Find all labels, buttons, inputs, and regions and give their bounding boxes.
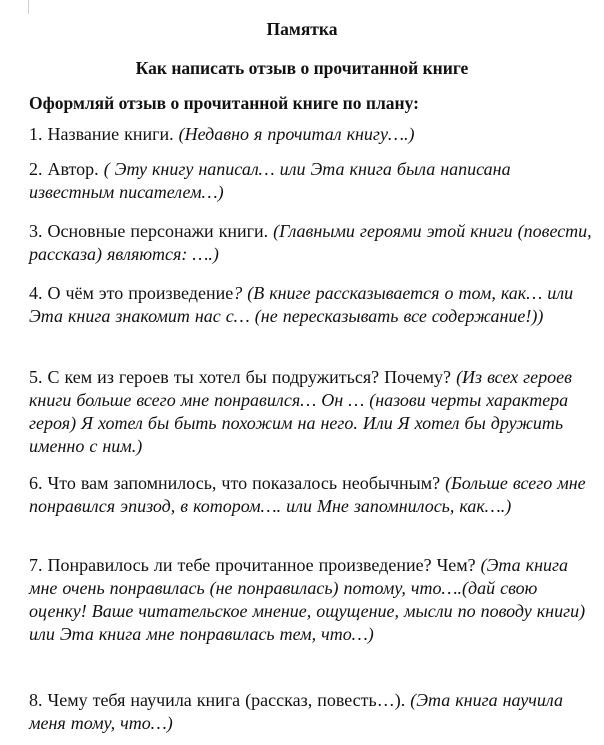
- plan-item-heading: 3. Основные персонажи книги.: [29, 221, 274, 241]
- plan-intro: Оформляй отзыв о прочитанной книге по плану:: [29, 93, 419, 113]
- plan-item-example: (Недавно я прочитал книгу….): [178, 124, 415, 144]
- plan-item-8: [29, 689, 595, 735]
- plan-item-example: (Эта книга мне очень понравилась (не понравилась) потому, что….(дай свою оценку! Ваше читательское мнение, ощущение, мысли по поводу книги) или Эта книга мне понравилась тем, что…): [29, 555, 586, 644]
- page-margin-marker: [28, 0, 29, 14]
- plan-item-heading: 6. Что вам запомнилось, что показалось необычным?: [29, 473, 446, 493]
- plan-item-example: ( Эту книгу написал… или Эта книга была написана известным писателем…): [29, 159, 511, 202]
- plan-item-heading: 5. С кем из героев ты хотел бы подружиться? Почему?: [29, 367, 457, 387]
- plan-item-example: ? (В книге рассказывается о том, как… или Эта книга знакомит нас с… (не пересказывать все содержание!)): [29, 283, 574, 326]
- plan-item-4: [29, 282, 595, 328]
- plan-item-heading: 8. Чему тебя научила книга (рассказ, повесть…).: [29, 690, 411, 710]
- plan-item-example: (Главными героями этой книги (повести, рассказа) являются: ….): [29, 221, 592, 264]
- plan-item-3: [29, 220, 595, 266]
- plan-item-7: [29, 554, 595, 646]
- plan-item-heading: 7. Понравилось ли тебе прочитанное произведение? Чем?: [29, 555, 481, 575]
- plan-item-1: [29, 123, 595, 146]
- plan-item-example: (Эта книга научила меня тому, что…): [29, 690, 563, 733]
- plan-item-5: [29, 366, 595, 458]
- plan-item-example: (Из всех героев книги больше всего мне понравился… Он … (назови черты характера героя) Я хотел бы быть похожим на него. Или Я хотел бы дружить именно с ним.): [29, 367, 572, 456]
- plan-item-heading: 1. Название книги.: [29, 124, 179, 144]
- plan-item-6: [29, 472, 595, 518]
- plan-item-2: [29, 158, 595, 204]
- plan-item-example: (Больше всего мне понравился эпизод, в котором…. или Мне запомнилось, как….): [29, 473, 586, 516]
- plan-item-heading: 4. О чём это произведение: [29, 283, 234, 303]
- document-subtitle: Как написать отзыв о прочитанной книге: [135, 58, 469, 78]
- document-title: Памятка: [266, 19, 338, 39]
- plan-item-heading: 2. Автор.: [29, 159, 104, 179]
